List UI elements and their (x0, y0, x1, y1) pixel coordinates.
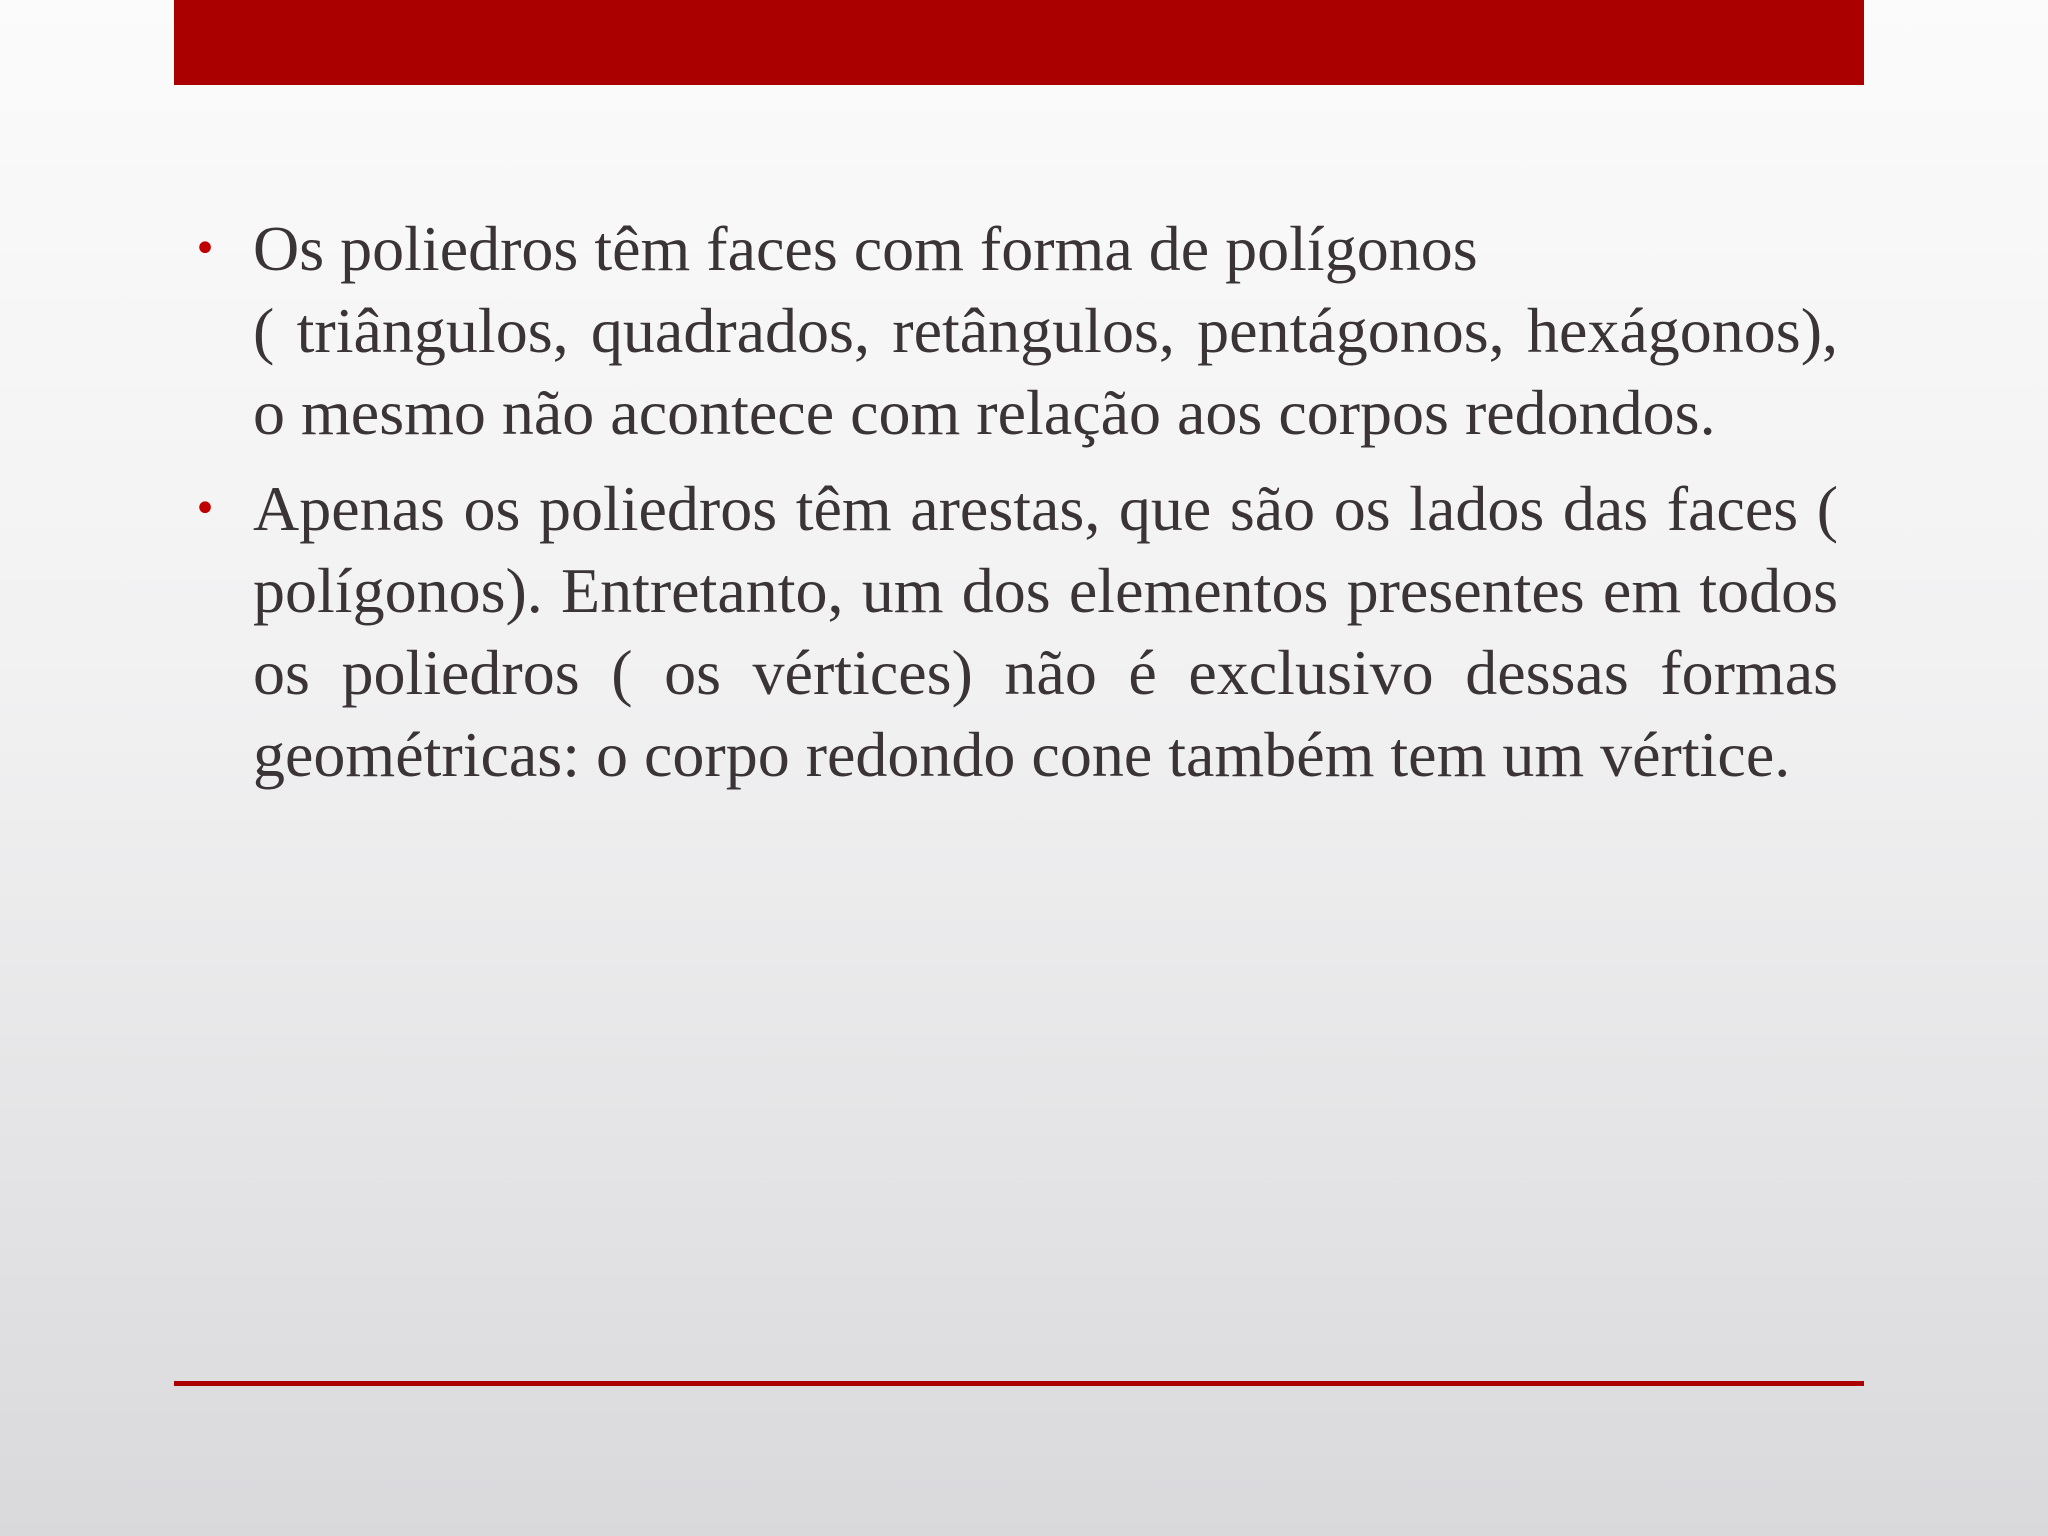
bullet-1-first-line: Os poliedros têm faces com forma de polígonos (253, 213, 1478, 284)
title-accent-bar (174, 0, 1864, 85)
bullet-item-1 (193, 208, 1838, 454)
bullet-2-text: Apenas os poliedros têm arestas, que são os lados das faces ( polígonos). Entretanto, um dos elementos presentes em todos os poliedros ( os vértices) não é exclusivo dessas formas geométricas: o corpo redondo cone também tem um vértice. (253, 473, 1838, 790)
footer-divider (174, 1381, 1864, 1386)
bullet-dot-icon: • (193, 226, 217, 272)
bullet-item-2 (193, 468, 1838, 796)
bullet-1-continuation: ( triângulos, quadrados, retângulos, pentágonos, hexágonos), o mesmo não acontece com relação aos corpos redondos. (253, 295, 1838, 448)
slide-body (193, 208, 1838, 810)
bullet-dot-icon: • (193, 486, 217, 532)
